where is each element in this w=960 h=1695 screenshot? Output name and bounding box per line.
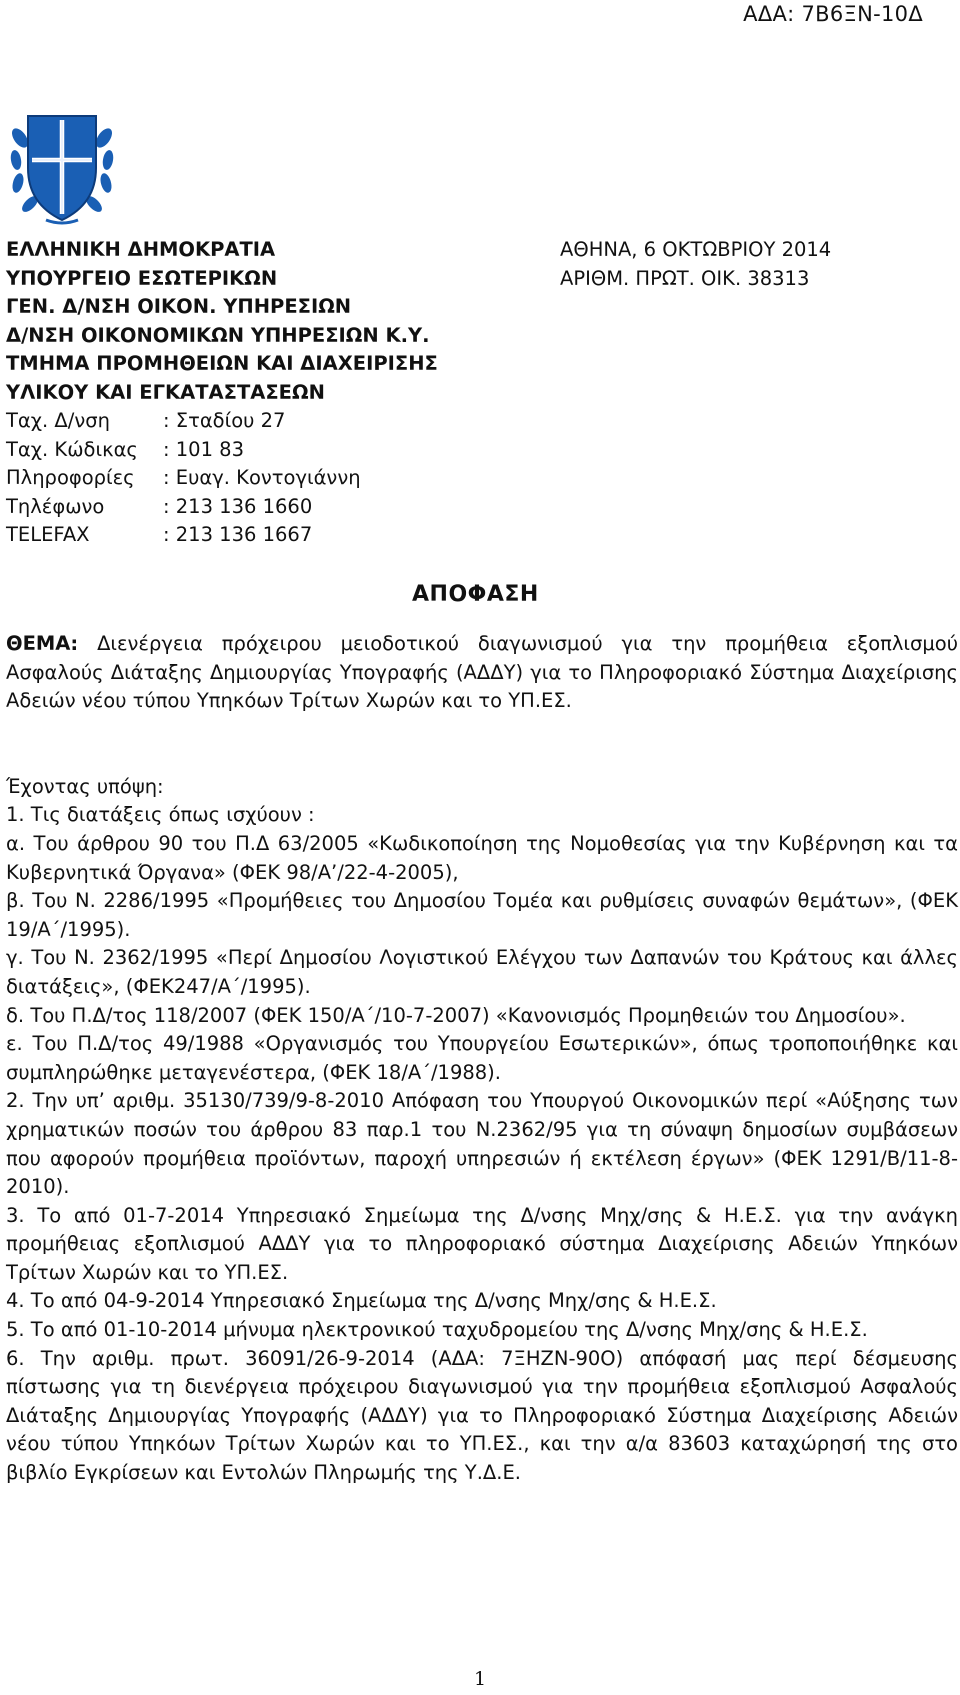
document-date: ΑΘΗΝΑ, 6 ΟΚΤΩΒΡΙΟΥ 2014 xyxy=(560,238,832,261)
subject-text: Διενέργεια πρόχειρου μειοδοτικού διαγωνισμού για την προμήθεια εξοπλισμού Ασφαλούς Διάταξης Δημιουργίας Υπογραφής (ΑΔΔΥ) για το Πληροφοριακό Σύστημα Διαχείρισης Αδειών νέου τύπου Υπηκόων Τρίτων Χωρών και το ΥΠ.ΕΣ. xyxy=(6,632,958,713)
org-line: ΤΜΗΜΑ ΠΡΟΜΗΘΕΙΩΝ ΚΑΙ ΔΙΑΧΕΙΡΙΣΗΣ xyxy=(6,352,438,375)
info-address xyxy=(6,407,438,436)
considering-item: γ. Του Ν. 2362/1995 «Περί Δημοσίου Λογιστικού Ελέγχου των Δαπανών του Κράτους και άλλες διατάξεις», (ΦΕΚ247/Α΄/1995). xyxy=(6,946,958,998)
considering-item: 2. Την υπ’ αριθμ. 35130/739/9-8-2010 Απόφαση του Υπουργού Οικονομικών περί «Αύξησης των χρηματικών ποσών του άρθρου 83 παρ.1 του Ν.2362/95 για τη σύναψη δημοσίων συμβάσεων που αφορούν προμήθεια προϊόντων, παροχή υπηρεσιών ή εκτέλεση έργων» (ΦΕΚ 1291/Β/11-8-2010). xyxy=(6,1089,958,1199)
protocol-number: ΑΡΙΘΜ. ΠΡΩΤ. ΟΙΚ. 38313 xyxy=(560,266,810,290)
considering-heading: Έχοντας υπόψη: xyxy=(6,774,164,798)
info-value: : 101 83 xyxy=(163,437,244,461)
document-title: ΑΠΟΦΑΣΗ xyxy=(412,582,539,607)
info-fax xyxy=(6,521,438,550)
considering-item: ε. Του Π.Δ/τος 49/1988 «Οργανισμός του Υπουργείου Εσωτερικών», όπως τροποποιήθηκε και συμπληρώθηκε μεταγενέστερα, (ΦΕΚ 18/Α΄/1988). xyxy=(6,1032,958,1084)
info-label: Ταχ. Δ/νση xyxy=(6,409,110,432)
org-line: ΥΠΟΥΡΓΕΙΟ ΕΣΩΤΕΡΙΚΩΝ xyxy=(6,266,278,290)
issuing-authority-block xyxy=(6,236,438,550)
info-postcode xyxy=(6,436,438,465)
info-label: Ταχ. Κώδικας xyxy=(6,437,138,461)
considering-item: β. Του Ν. 2286/1995 «Προμήθειες του Δημοσίου Τομέα και ρυθμίσεις συναφών θεμάτων», (ΦΕΚ 19/Α΄/1995). xyxy=(6,889,958,941)
org-line: ΕΛΛΗΝΙΚΗ ΔΗΜΟΚΡΑΤΙΑ xyxy=(6,238,276,261)
page-number: 1 xyxy=(473,1668,487,1690)
org-line: Δ/ΝΣΗ ΟΙΚΟΝΟΜΙΚΩΝ ΥΠΗΡΕΣΙΩΝ Κ.Υ. xyxy=(6,323,430,347)
subject-label: ΘΕΜΑ: xyxy=(6,632,79,655)
info-label: Πληροφορίες xyxy=(6,466,135,489)
org-line: ΥΛΙΚΟΥ ΚΑΙ ΕΓΚΑΤΑΣΤΑΣΕΩΝ xyxy=(6,380,325,404)
considering-item: δ. Του Π.Δ/τος 118/2007 (ΦΕΚ 150/Α΄/10-7-2007) «Κανονισμός Προμηθειών του Δημοσίου». xyxy=(6,1003,906,1027)
date-protocol-block xyxy=(560,236,831,293)
info-phone xyxy=(6,493,438,522)
info-value: : Ευαγ. Κοντογιάννη xyxy=(163,466,361,489)
info-value: : Σταδίου 27 xyxy=(163,409,286,432)
considering-item: 1. Τις διατάξεις όπως ισχύουν : xyxy=(6,803,315,827)
info-value: : 213 136 1660 xyxy=(163,494,313,518)
considering-item: 5. Το από 01-10-2014 μήνυμα ηλεκτρονικού ταχυδρομείου της Δ/νσης Μηχ/σης & Η.Ε.Σ. xyxy=(6,1318,868,1342)
coat-of-arms-icon xyxy=(10,108,114,226)
org-line: ΓΕΝ. Δ/ΝΣΗ ΟΙΚΟΝ. ΥΠΗΡΕΣΙΩΝ xyxy=(6,295,352,318)
considering-item: 3. Το από 01-7-2014 Υπηρεσιακό Σημείωμα της Δ/νσης Μηχ/σης & Η.Ε.Σ. για την ανάγκη προμήθειας εξοπλισμού ΑΔΔΥ για το πληροφοριακό σύστημα Διαχείρισης Αδειών Υπηκόων Τρίτων Χωρών και το ΥΠ.ΕΣ. xyxy=(6,1203,958,1284)
info-value: : 213 136 1667 xyxy=(163,523,313,546)
info-contact xyxy=(6,464,438,493)
document-body xyxy=(6,630,958,1488)
info-label: TELEFAX xyxy=(6,523,90,546)
considering-item: 4. Το από 04-9-2014 Υπηρεσιακό Σημείωμα της Δ/νσης Μηχ/σης & Η.Ε.Σ. xyxy=(6,1289,717,1313)
considering-item: α. Του άρθρου 90 του Π.Δ 63/2005 «Κωδικοποίηση της Νομοθεσίας για την Κυβέρνηση και τα Κυβερνητικά Όργανα» (ΦΕΚ 98/Α’/22-4-2005), xyxy=(6,831,958,884)
subject-paragraph xyxy=(6,630,958,716)
ada-code: ΑΔΑ: 7Β6ΞΝ-10Δ xyxy=(743,2,923,26)
considering-item: 6. Την αριθμ. πρωτ. 36091/26-9-2014 (ΑΔΑ: 7ΞΗΖΝ-90Ο) απόφασή μας περί δέσμευσης πίστωσης για τη διενέργεια πρόχειρου διαγωνισμού για την προμήθεια εξοπλισμού Ασφαλούς Διάταξης Δημιουργίας Υπογραφής (ΑΔΔΥ) για το Πληροφοριακό Σύστημα Διαχείρισης Αδειών νέου τύπου Υπηκόων Τρίτων Χωρών και το ΥΠ.ΕΣ., και την α/α 83603 καταχώρησή της στο βιβλίο Εγκρίσεων και Εντολών Πληρωμής της Υ.Δ.Ε. xyxy=(6,1346,958,1485)
info-label: Τηλέφωνο xyxy=(6,494,105,518)
